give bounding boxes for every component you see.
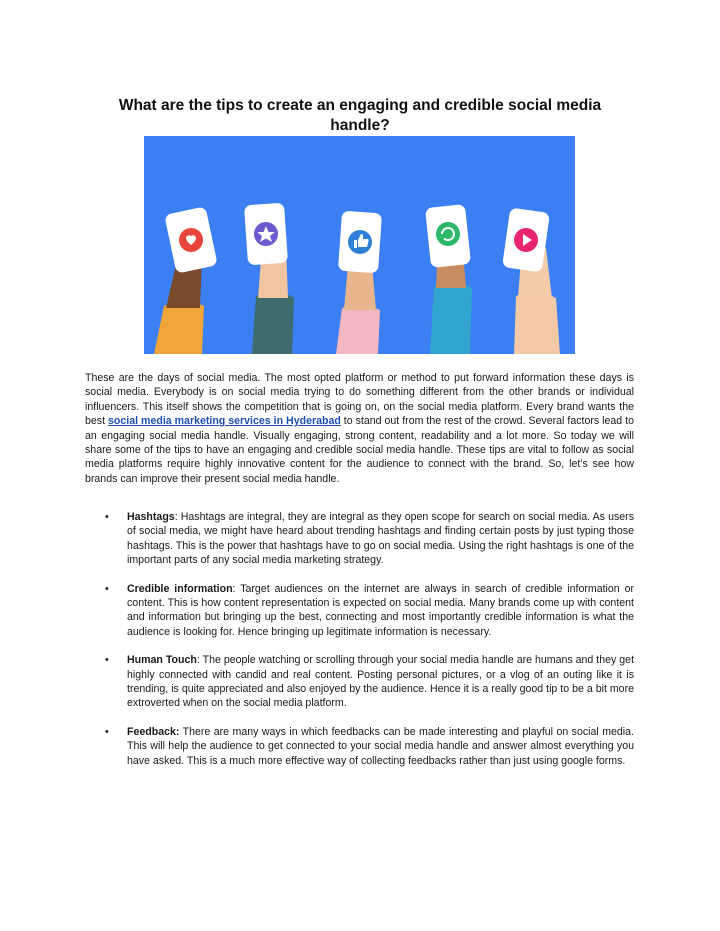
page-title: What are the tips to create an engaging and credible social media handle? [118,97,602,135]
tip-body: The people watching or scrolling through your social media handle are humans and they get highly connected with candid and real content. Posting personal pictures, or a vlog of an outing like it is trending, is quite appreciated and also enjoyed by the audience. Hence it is a really good tip to be a bit more extroverted when on the social media platform. [127,654,635,710]
tip-human-touch [85,653,634,711]
bullet: • [105,582,109,595]
phone-2 [244,203,288,266]
bullet: • [105,511,109,523]
tip-heading: Feedback: [127,725,180,738]
intro-text-before: These are the days of social media. The most opted platform or method to put forward information these days is social media. Everybody is on social media trying to do something different from the other brands or individual influencers. This itself shows the competition that is going on, on the social media platform. Every brand wants the best [85,372,634,428]
hero-image [144,136,575,354]
hands-holding-phones-illustration [144,136,575,354]
intro-text-after: to stand out from the rest of the crowd. Several factors lead to an engaging social media handle. Visually engaging, strong content, readability and a lot more. So today we will share some of the tips to have an engaging and credible social media handle. These tips are vital to follow as social media platforms require highly innovative content for the audience to connect with the brand. So, let’s see how brands can improve their present social media handle. [85,415,634,485]
bullet: • [105,654,109,667]
phone-3 [338,211,382,274]
tip-heading: Human Touch [127,654,197,667]
phone-4 [425,204,471,268]
sleeve-teal [252,291,294,354]
tips-list [85,510,634,782]
tip-body: Target audiences on the internet are always in search of credible information or content. This is how content representation is expected on social media. Many brands come up with content and information but bringing up the best, connecting and most importantly credible information is what the audience is looking for. Hence bringing up legitimate information is necessary. [127,582,634,638]
tip-body: Hashtags are integral, they are integral as they open scope for search on social media. As users of social media, we might have heard about trending hashtags and finding certain posts by just typing those hashtags. This is the power that hashtags have to go on social media. Using the right hashtags is one of the important parts of any social media marketing strategy. [127,511,634,567]
tip-hashtags [85,510,634,568]
sleeve-pink [336,305,380,354]
intro-paragraph [85,371,634,486]
tip-separator: : [232,582,236,595]
bullet: • [105,725,109,738]
tip-feedback [85,725,634,768]
services-link[interactable]: social media marketing services in Hyderabad [108,415,341,428]
sleeve-floral [514,291,560,354]
tip-separator: : [174,511,178,523]
tip-body: There are many ways in which feedbacks can be made interesting and playful on social media. This will help the audience to get connected to your social media handle and answer almost everything you have asked. This is a much more effective way of collecting feedbacks rather than just using google forms. [127,725,634,767]
tip-separator: : [196,654,200,667]
tip-credible-information [85,582,634,640]
sleeve-blue [430,281,472,354]
tip-heading: Hashtags [127,511,175,523]
phone-5 [502,208,550,273]
tip-heading: Credible information [127,582,233,595]
refresh-icon [436,222,460,246]
